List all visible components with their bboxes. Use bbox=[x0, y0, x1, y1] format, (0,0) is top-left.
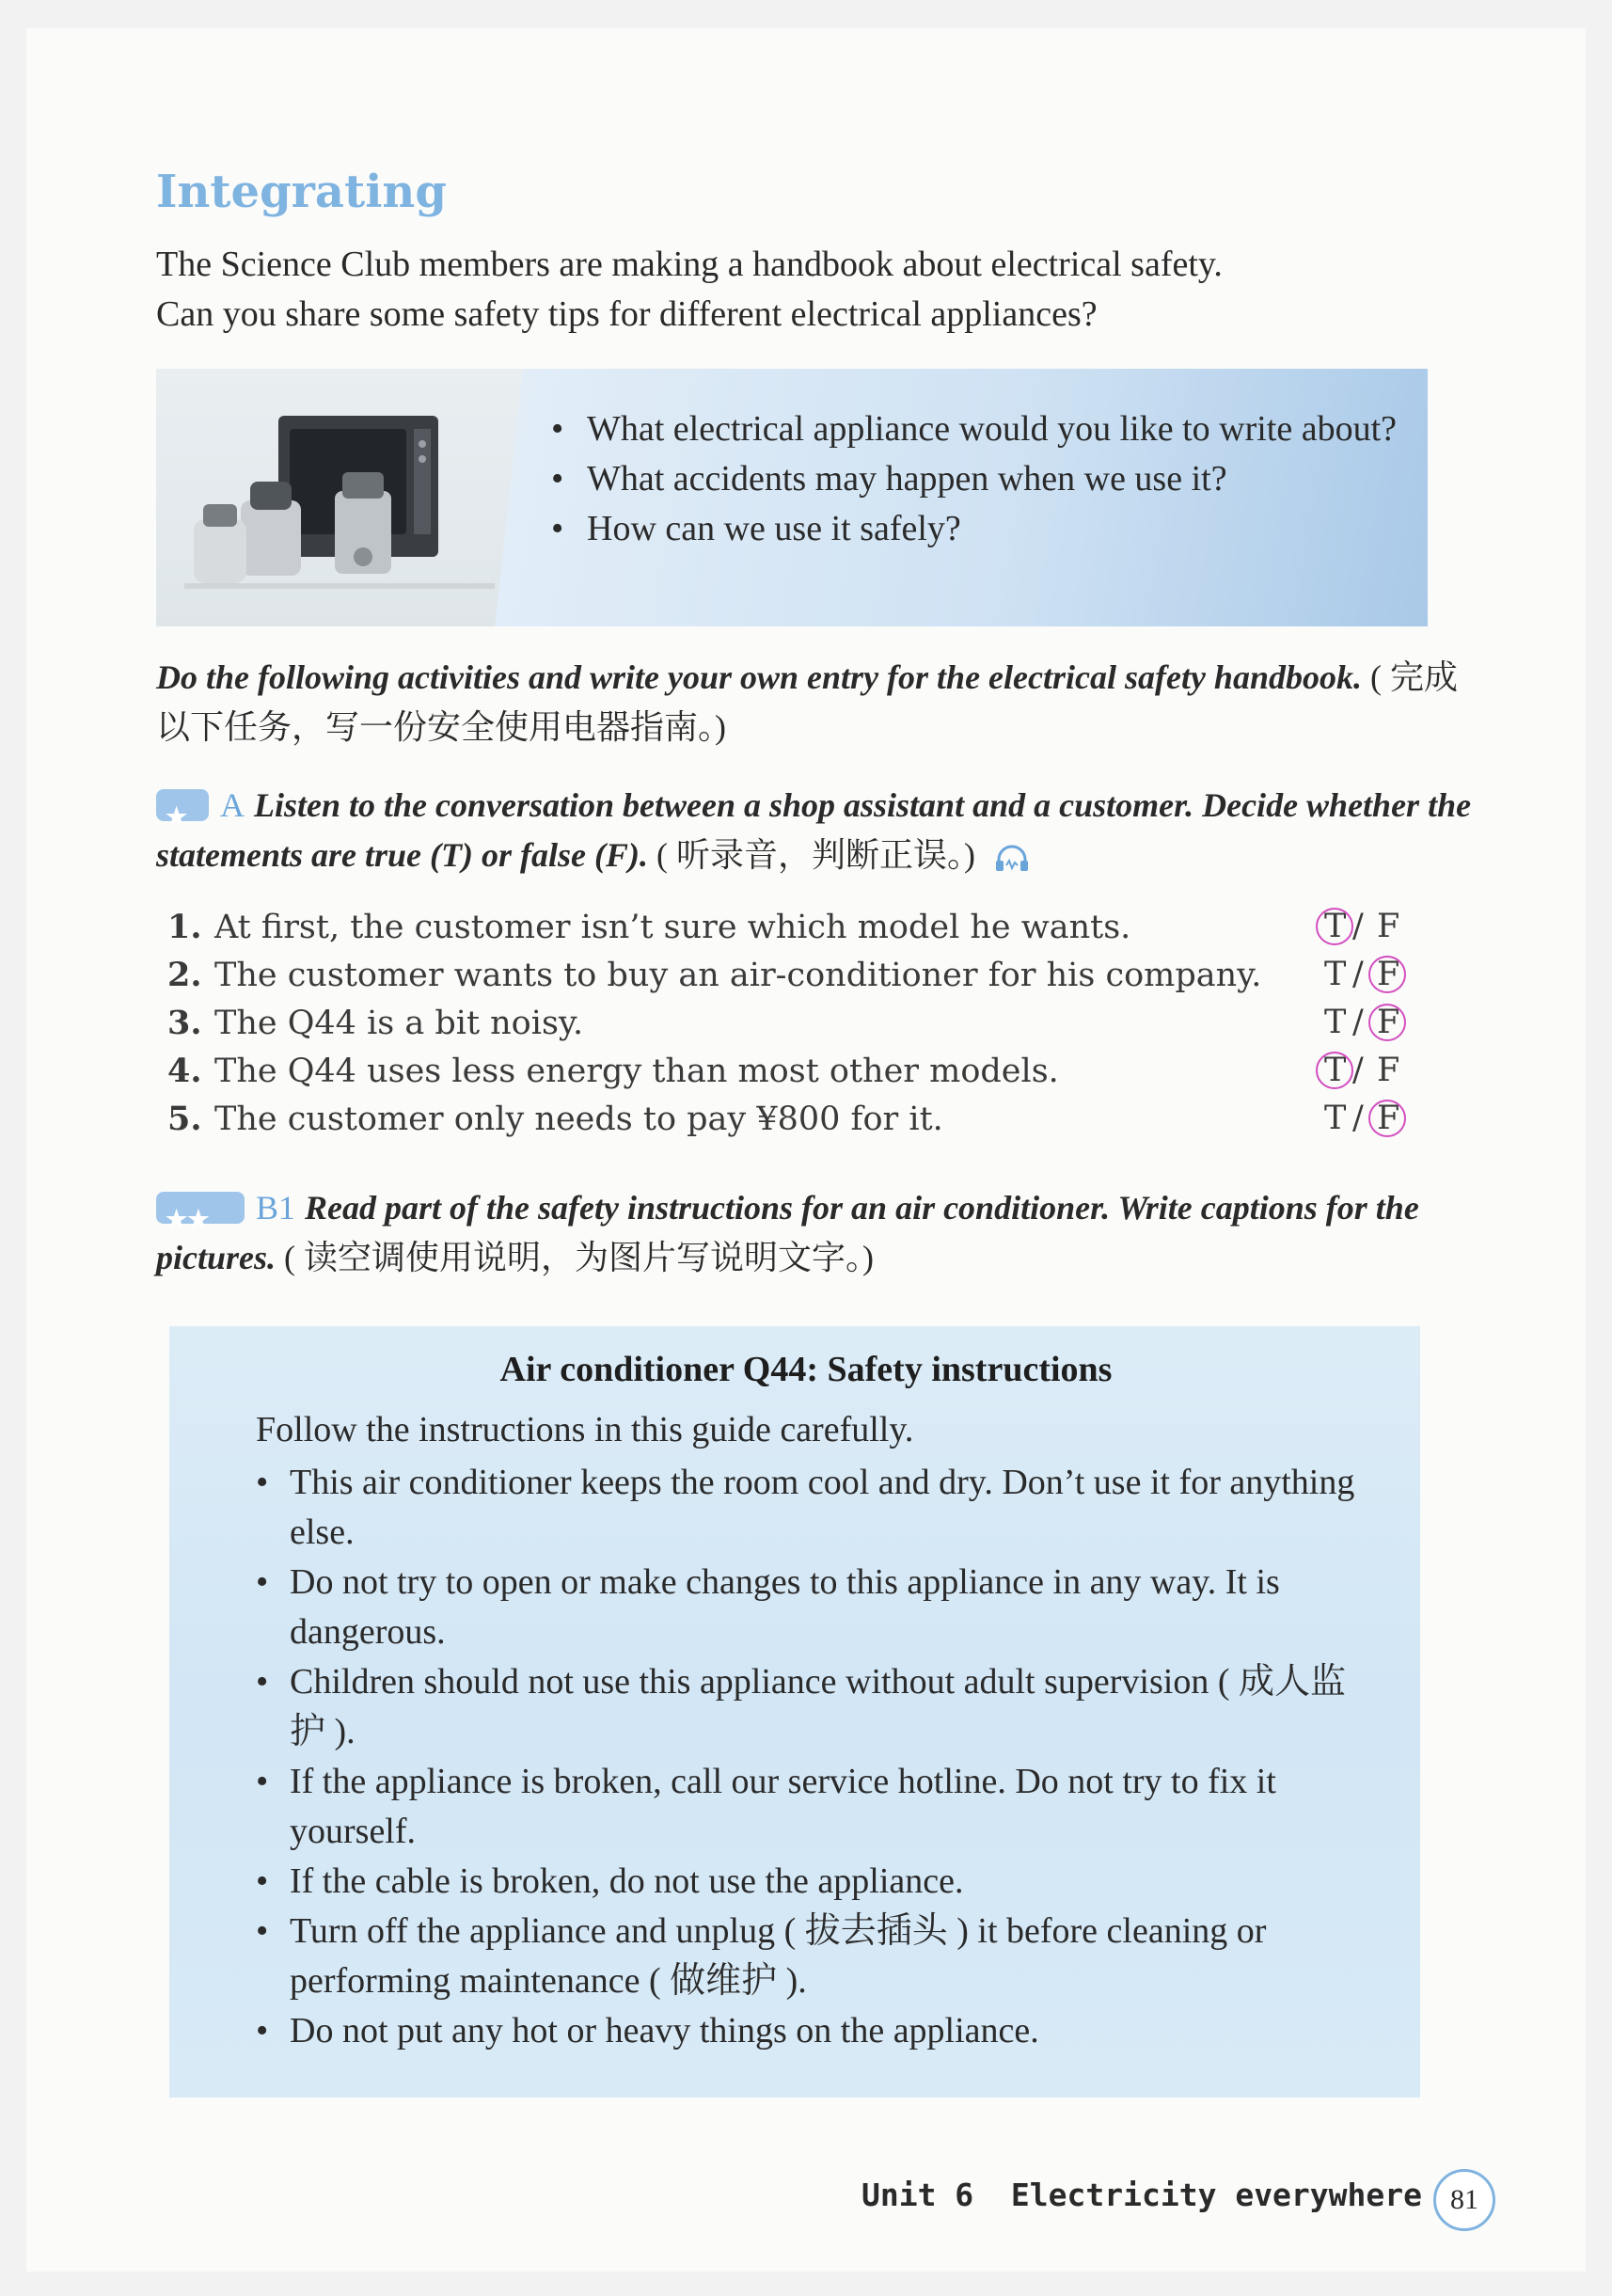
headphones-icon[interactable] bbox=[993, 845, 1031, 873]
statement-number: 1. bbox=[167, 908, 202, 946]
task-b1-cn: ( 读空调使用说明，为图片写说明文字。) bbox=[276, 1239, 874, 1276]
true-option[interactable]: T bbox=[1324, 956, 1347, 993]
tf-choice[interactable] bbox=[1315, 1095, 1418, 1143]
intro-text bbox=[156, 240, 1473, 340]
statement-text: At first, the customer isn’t sure which model he wants. bbox=[214, 909, 1131, 946]
panel-title: Air conditioner Q44: Safety instructions bbox=[499, 1350, 1113, 1389]
intro-line-1: The Science Club members are making a handbook about electrical safety. bbox=[156, 245, 1223, 284]
true-option[interactable]: T bbox=[1324, 1100, 1347, 1137]
task-b1-instruction bbox=[156, 1183, 1473, 1283]
safety-rule: • Do not put any hot or heavy things on the appliance. bbox=[256, 2006, 1375, 2056]
statement-number: 5. bbox=[167, 1100, 202, 1138]
tf-separator: / bbox=[1352, 1004, 1364, 1041]
statement-text: The Q44 uses less energy than most other models. bbox=[214, 1053, 1059, 1090]
statement-row bbox=[167, 951, 1418, 999]
statement-text: The customer wants to buy an air-conditioner for his company. bbox=[214, 957, 1262, 994]
tf-separator: / bbox=[1352, 1100, 1364, 1137]
task-a-instruction bbox=[156, 781, 1473, 880]
tf-choice[interactable] bbox=[1315, 903, 1418, 951]
tf-separator: / bbox=[1352, 908, 1364, 945]
task-a-cn: ( 听录音，判断正误。) bbox=[647, 836, 975, 874]
task-b1-label: B1 bbox=[256, 1189, 296, 1227]
tf-choice[interactable] bbox=[1315, 999, 1418, 1047]
task-b1-en: Read part of the safety instructions for an air conditioner. Write captions for the pictures. bbox=[156, 1189, 1419, 1276]
one-star-badge-icon: ★ bbox=[156, 789, 209, 821]
statement-row bbox=[167, 1047, 1418, 1095]
instruction-cn: ( 完成以下任务，写一份安全使用电器指南。) bbox=[156, 658, 1458, 746]
safety-rule: • Turn off the appliance and unplug ( 拔去插头 ) it before cleaning or performing maintenance ( 做维护 ). bbox=[256, 1907, 1375, 2006]
statement-number: 4. bbox=[167, 1052, 202, 1090]
answer-circle-mark bbox=[1316, 1052, 1353, 1089]
true-false-statements bbox=[167, 903, 1418, 1143]
tf-choice[interactable] bbox=[1315, 951, 1418, 999]
page-footer bbox=[861, 2163, 1524, 2239]
question-item: • What accidents may happen when we use it? bbox=[551, 454, 1416, 504]
task-a-en: Listen to the conversation between a shop assistant and a customer. Decide whether the statements are true (T) or false (F). bbox=[156, 786, 1472, 874]
tf-choice[interactable] bbox=[1315, 1047, 1418, 1095]
answer-circle-mark bbox=[1368, 956, 1406, 993]
two-star-badge-icon: ★★ bbox=[156, 1192, 245, 1224]
page-number: 81 bbox=[1433, 2169, 1495, 2231]
activity-instruction bbox=[156, 653, 1473, 752]
false-option[interactable]: F bbox=[1377, 1100, 1400, 1137]
statement-text: The customer only needs to pay ¥800 for it. bbox=[214, 1100, 943, 1138]
question-item: • How can we use it safely? bbox=[551, 504, 1416, 554]
section-title: Integrating bbox=[156, 166, 447, 218]
safety-rule: • If the appliance is broken, call our service hotline. Do not try to fix it yourself. bbox=[256, 1757, 1375, 1857]
kitchen-appliances-image bbox=[184, 406, 495, 604]
false-option[interactable]: F bbox=[1377, 956, 1400, 993]
true-option[interactable]: T bbox=[1324, 1004, 1347, 1041]
task-a-label: A bbox=[220, 786, 245, 824]
question-item: • What electrical appliance would you like to write about? bbox=[551, 404, 1416, 454]
true-option[interactable]: T bbox=[1324, 908, 1347, 945]
safety-rule: • Do not try to open or make changes to this appliance in any way. It is dangerous. bbox=[256, 1558, 1375, 1657]
statement-row bbox=[167, 903, 1418, 951]
unit-title: Unit 6 Electricity everywhere bbox=[861, 2177, 1422, 2213]
panel-intro: Follow the instructions in this guide carefully. bbox=[256, 1410, 914, 1449]
false-option[interactable]: F bbox=[1377, 1052, 1400, 1089]
discussion-questions bbox=[551, 404, 1416, 554]
false-option[interactable]: F bbox=[1377, 1004, 1400, 1041]
false-option[interactable]: F bbox=[1377, 908, 1400, 945]
safety-rule: • Children should not use this appliance without adult supervision ( 成人监护 ). bbox=[256, 1657, 1375, 1757]
true-option[interactable]: T bbox=[1324, 1052, 1347, 1089]
statement-text: The Q44 is a bit noisy. bbox=[214, 1005, 584, 1042]
tf-separator: / bbox=[1352, 956, 1364, 993]
statement-number: 3. bbox=[167, 1004, 202, 1042]
answer-circle-mark bbox=[1368, 1100, 1406, 1137]
statement-number: 2. bbox=[167, 956, 202, 994]
tf-separator: / bbox=[1352, 1052, 1364, 1089]
statement-row bbox=[167, 1095, 1418, 1143]
safety-rules-list bbox=[256, 1458, 1375, 2056]
answer-circle-mark bbox=[1368, 1004, 1406, 1041]
intro-line-2: Can you share some safety tips for different electrical appliances? bbox=[156, 294, 1098, 334]
discussion-banner bbox=[156, 369, 1428, 626]
safety-rule: • If the cable is broken, do not use the appliance. bbox=[256, 1857, 1375, 1907]
instruction-en: Do the following activities and write your own entry for the electrical safety handbook. bbox=[156, 658, 1362, 696]
statement-row bbox=[167, 999, 1418, 1047]
answer-circle-mark bbox=[1316, 908, 1353, 945]
safety-rule: • This air conditioner keeps the room cool and dry. Don’t use it for anything else. bbox=[256, 1458, 1375, 1558]
